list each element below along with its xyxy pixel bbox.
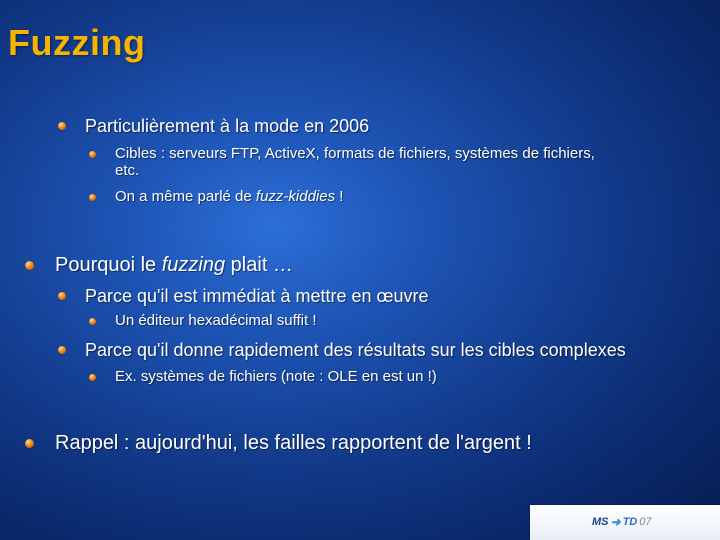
bullet-text-part: Ex. systèmes de fichiers (note : OLE en est un !)	[115, 368, 437, 385]
logo-td-text: TD	[622, 516, 638, 528]
mstd-logo	[592, 512, 651, 532]
bullet-text-part: Rappel : aujourd'hui, les failles rapportent de l'argent !	[55, 432, 532, 454]
bullet-item	[85, 286, 429, 306]
bullet-item	[115, 146, 595, 180]
bullet-text-part: fuzzing	[161, 254, 226, 276]
bullet-icon	[25, 261, 34, 270]
bullet-text	[115, 313, 317, 330]
bullet-icon	[25, 439, 34, 448]
bullet-text-part: Cibles : serveurs FTP, ActiveX, formats de fichiers, systèmes de fichiers,	[115, 145, 595, 162]
bullet-item	[85, 116, 369, 136]
bullet-item	[55, 254, 293, 276]
bullet-icon	[58, 292, 66, 300]
bullet-text-part: plait …	[225, 254, 293, 276]
footer-logo-bar	[530, 505, 720, 540]
bullet-text	[55, 432, 532, 454]
bullet-item	[115, 313, 317, 330]
bullet-text	[55, 254, 293, 276]
bullet-text-part: fuzz-kiddies	[255, 188, 336, 205]
bullet-icon	[58, 122, 66, 130]
bullet-text-part: Particulièrement à la mode en 2006	[85, 116, 370, 136]
bullet-icon	[89, 194, 96, 201]
bullet-icon	[89, 151, 96, 158]
bullet-icon	[58, 346, 66, 354]
bullet-text-part: On a même parlé de	[115, 188, 256, 205]
bullet-text-part: Un éditeur hexadécimal suffit !	[115, 312, 317, 329]
logo-year-text: 07	[639, 516, 652, 528]
bullet-icon	[89, 318, 96, 325]
bullet-text	[85, 340, 626, 360]
bullet-item	[85, 340, 626, 360]
bullet-text	[85, 286, 429, 306]
bullet-text	[115, 146, 595, 180]
bullet-text-part: Parce qu'il donne rapidement des résultats sur les cibles complexes	[85, 340, 626, 360]
bullet-text-part: Pourquoi le	[55, 254, 162, 276]
bullet-text-continuation: etc.	[115, 161, 140, 179]
bullet-icon	[89, 374, 96, 381]
logo-ms-text: MS	[592, 516, 609, 528]
bullet-item	[115, 189, 343, 206]
bullet-text	[115, 189, 343, 206]
slide-title: Fuzzing	[8, 22, 146, 63]
bullet-item	[115, 369, 437, 386]
arrow-icon: ➜	[610, 515, 621, 529]
bullet-text-part: Parce qu'il est immédiat à mettre en œuvre	[85, 286, 429, 306]
bullet-text-part: !	[335, 188, 344, 205]
bullet-text	[85, 116, 369, 136]
bullet-text	[115, 369, 437, 386]
bullet-item	[55, 432, 532, 454]
